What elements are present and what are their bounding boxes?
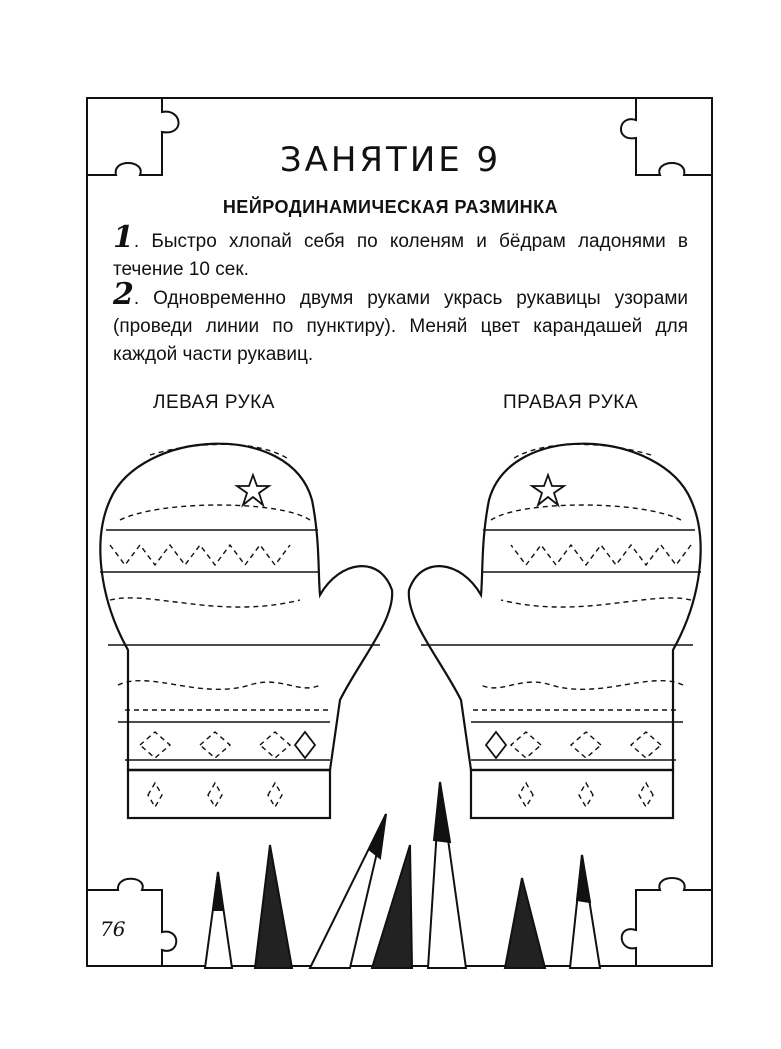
section-subtitle: НЕЙРОДИНАМИЧЕСКАЯ РАЗМИНКА	[222, 197, 559, 217]
task-1	[113, 220, 688, 284]
right-hand-label: ПРАВАЯ РУКА	[503, 392, 639, 413]
puzzle-piece-bottom-right-icon	[622, 878, 712, 966]
right-mitten-icon	[409, 444, 701, 818]
left-mitten-icon	[100, 444, 392, 818]
left-hand-label: ЛЕВАЯ РУКА	[153, 392, 275, 413]
task-2-number: 2	[113, 277, 134, 312]
task-2-text: . Одновременно двумя руками укрась рукавицы узорами (проведи линии по пунктиру). Меняй цвет карандашей для каждой части рукавиц.	[113, 288, 688, 365]
task-1-text: . Быстро хлопай себя по коленям и бёдрам ладонями в течение 10 сек.	[113, 231, 688, 280]
task-1-number: 1	[113, 220, 134, 255]
task-2	[113, 277, 688, 369]
pencils-icon	[205, 782, 600, 968]
lesson-title: ЗАНЯТИЕ 9	[279, 140, 502, 180]
page-number: 76	[100, 917, 126, 941]
